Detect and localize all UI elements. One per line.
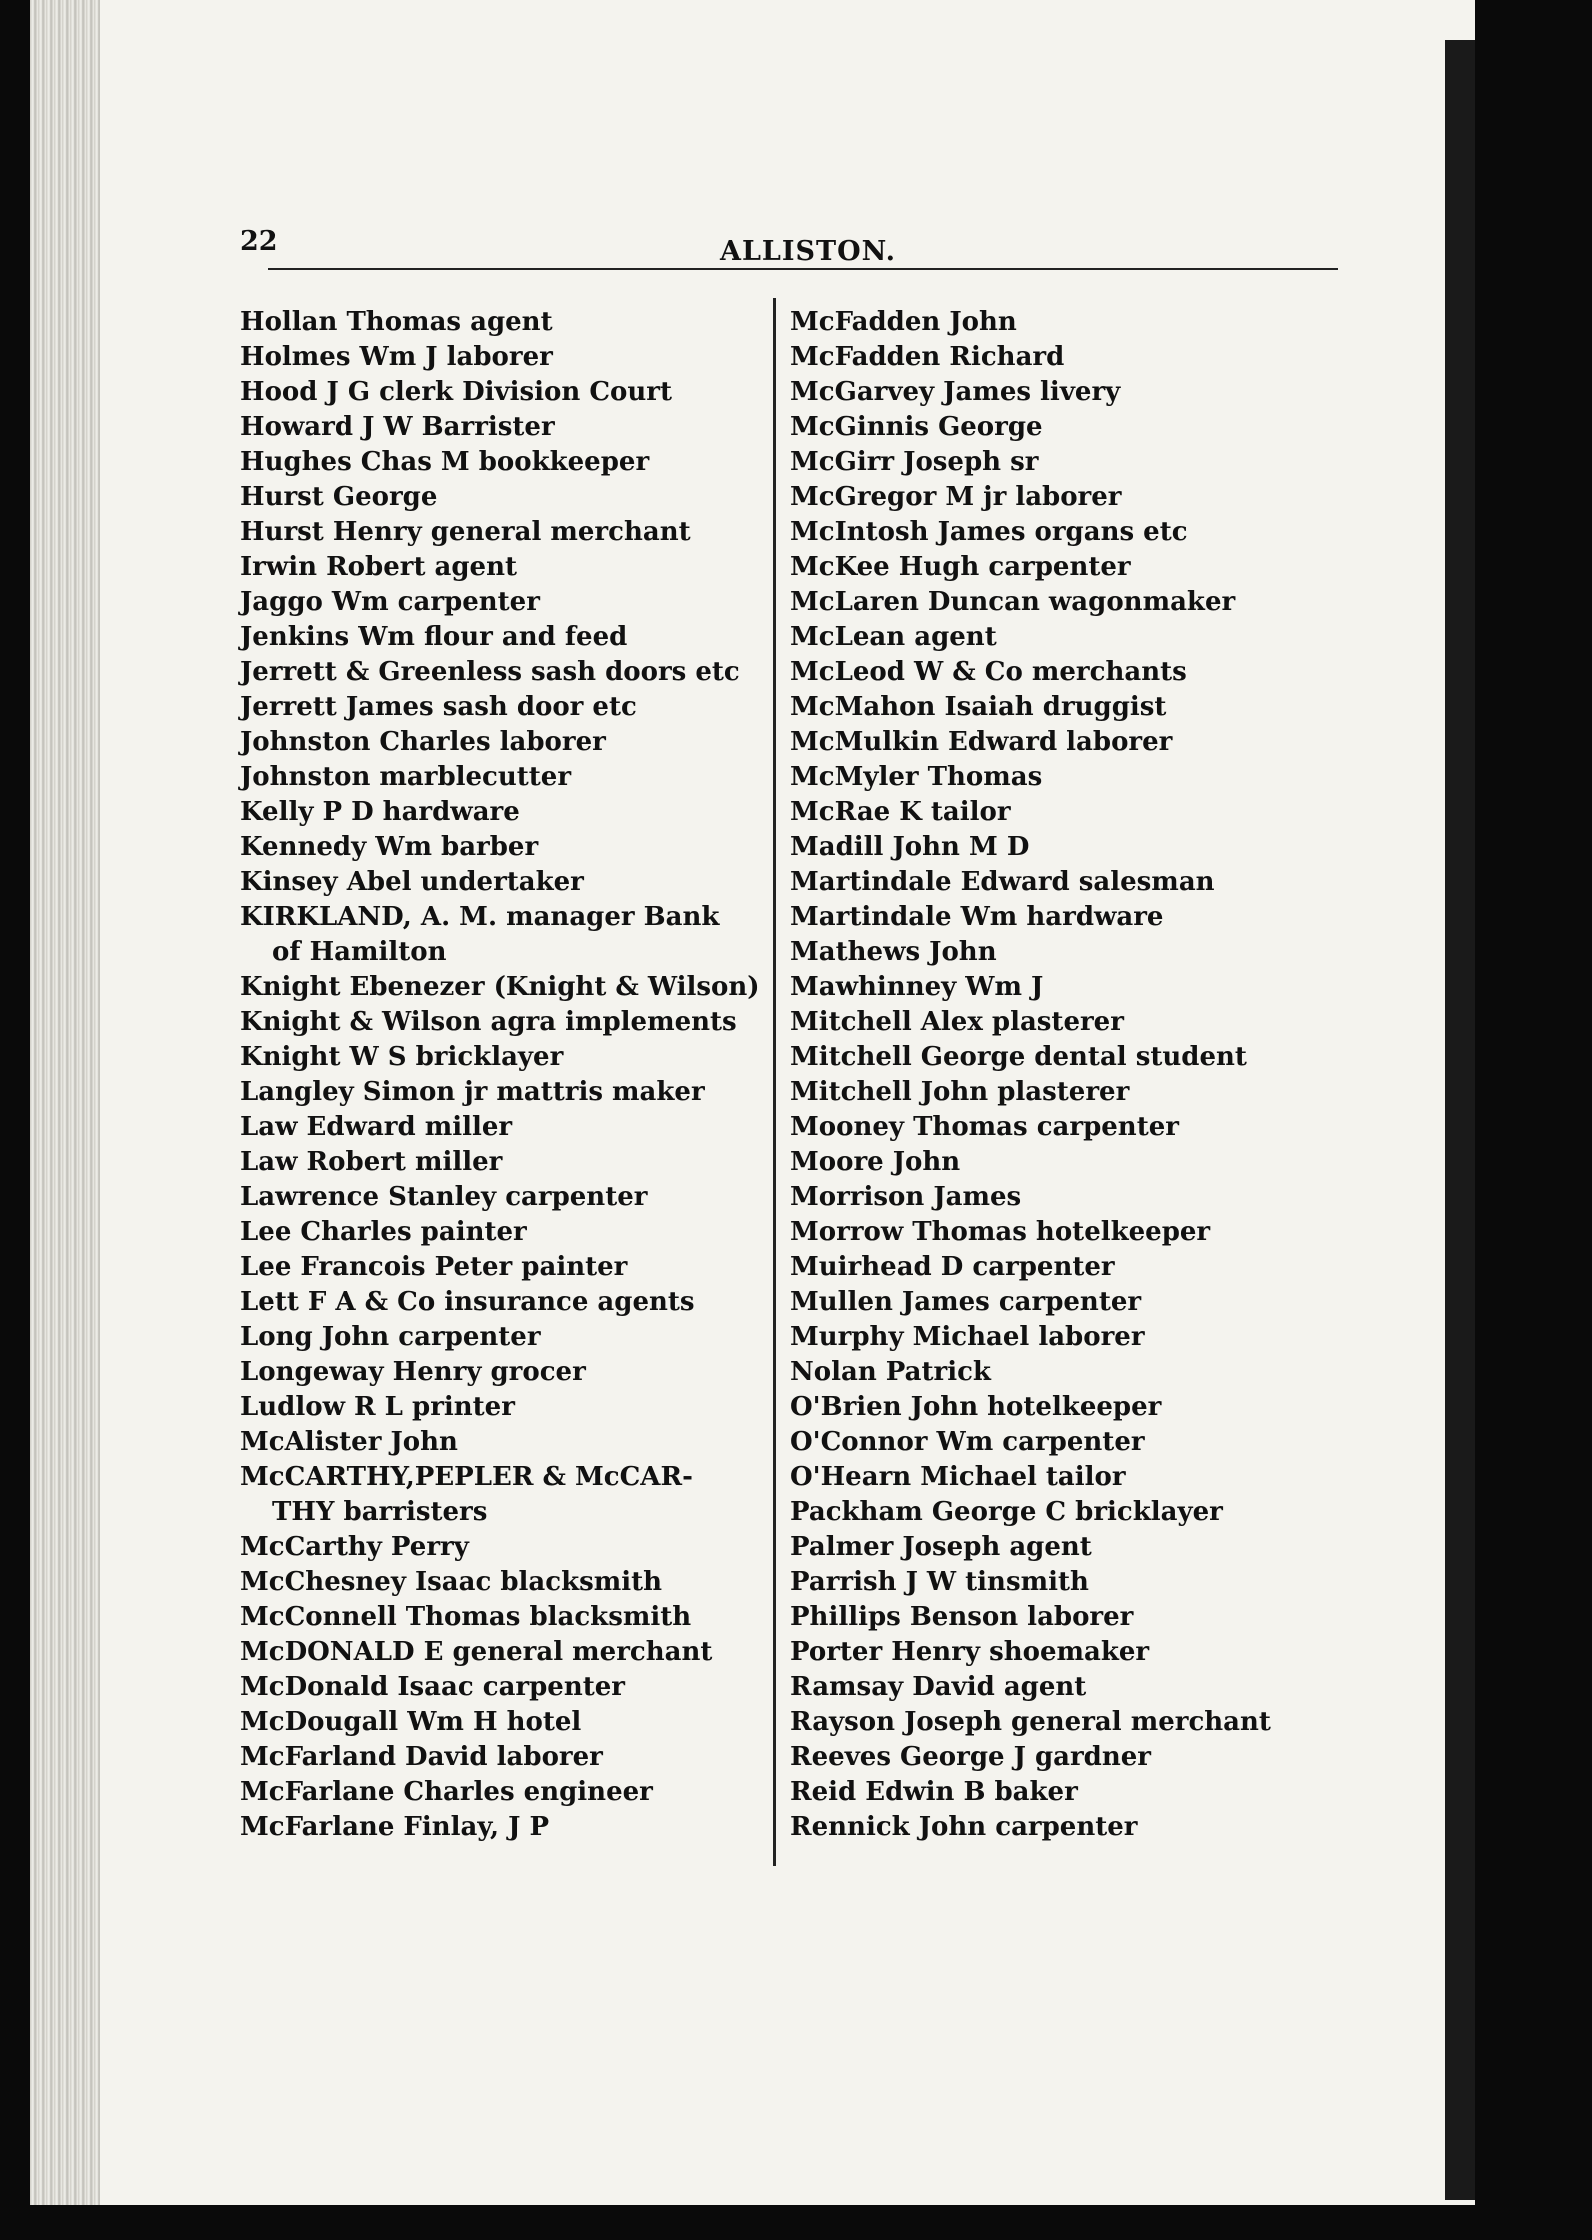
- directory-entry: Mitchell George dental student: [790, 1042, 1247, 1072]
- directory-entry: Jaggo Wm carpenter: [240, 587, 540, 617]
- directory-entry: Kennedy Wm barber: [240, 832, 539, 862]
- directory-entry: Longeway Henry grocer: [240, 1357, 586, 1387]
- directory-entry: McDougall Wm H hotel: [240, 1707, 582, 1737]
- directory-entry: McGirr Joseph sr: [790, 447, 1039, 477]
- directory-entry: Lee Charles painter: [240, 1217, 527, 1247]
- directory-entry: McConnell Thomas blacksmith: [240, 1602, 692, 1632]
- directory-entry: McAlister John: [240, 1427, 458, 1457]
- directory-entry: McIntosh James organs etc: [790, 517, 1188, 547]
- left-column: [240, 305, 760, 1845]
- directory-entry: Howard J W Barrister: [240, 412, 555, 442]
- directory-entry: Porter Henry shoemaker: [790, 1637, 1150, 1667]
- directory-entry: Nolan Patrick: [790, 1357, 991, 1387]
- directory-entry: Murphy Michael laborer: [790, 1322, 1145, 1352]
- directory-entry: McFarlane Charles engineer: [240, 1777, 653, 1807]
- directory-entry: O'Hearn Michael tailor: [790, 1462, 1126, 1492]
- directory-entry: Rennick John carpenter: [790, 1812, 1138, 1842]
- directory-entry: Hughes Chas M bookkeeper: [240, 447, 650, 477]
- directory-entry: McCarthy Perry: [240, 1532, 469, 1562]
- page-binding: [30, 0, 100, 2205]
- directory-entry: Mathews John: [790, 937, 997, 967]
- directory-entry: Mitchell John plasterer: [790, 1077, 1130, 1107]
- directory-entry: McGinnis George: [790, 412, 1043, 442]
- directory-entry: Jerrett James sash door etc: [240, 692, 637, 722]
- directory-entry: Hollan Thomas agent: [240, 307, 553, 337]
- directory-entry: Langley Simon jr mattris maker: [240, 1077, 705, 1107]
- directory-entry: McMahon Isaiah druggist: [790, 692, 1167, 722]
- column-divider: [773, 298, 776, 1866]
- directory-entry: Knight & Wilson agra implements: [240, 1007, 737, 1037]
- directory-entry: Packham George C bricklayer: [790, 1497, 1223, 1527]
- directory-entry: Morrow Thomas hotelkeeper: [790, 1217, 1211, 1247]
- directory-entry: Rayson Joseph general merchant: [790, 1707, 1271, 1737]
- directory-entry: Moore John: [790, 1147, 961, 1177]
- directory-entry: Irwin Robert agent: [240, 552, 517, 582]
- directory-entry: Parrish J W tinsmith: [790, 1567, 1089, 1597]
- directory-entry: McLaren Duncan wagonmaker: [790, 587, 1236, 617]
- directory-entry: Law Edward miller: [240, 1112, 513, 1142]
- directory-entry: McKee Hugh carpenter: [790, 552, 1131, 582]
- directory-entry: Ludlow R L printer: [240, 1392, 515, 1422]
- directory-entry: McDONALD E general merchant: [240, 1637, 713, 1667]
- directory-entry: Palmer Joseph agent: [790, 1532, 1092, 1562]
- directory-entry: Reeves George J gardner: [790, 1742, 1151, 1772]
- directory-entry: Reid Edwin B baker: [790, 1777, 1078, 1807]
- directory-entry: Hurst Henry general merchant: [240, 517, 691, 547]
- directory-entry: Martindale Edward salesman: [790, 867, 1215, 897]
- directory-entry: Ramsay David agent: [790, 1672, 1087, 1702]
- directory-entry: McFarland David laborer: [240, 1742, 603, 1772]
- directory-entry: Madill John M D: [790, 832, 1030, 862]
- directory-entry: McFadden Richard: [790, 342, 1065, 372]
- directory-entry: Morrison James: [790, 1182, 1022, 1212]
- directory-entry: Law Robert miller: [240, 1147, 503, 1177]
- directory-entry: Mawhinney Wm J: [790, 972, 1044, 1002]
- directory-entry: Knight W S bricklayer: [240, 1042, 564, 1072]
- directory-entry: Phillips Benson laborer: [790, 1602, 1134, 1632]
- directory-entry: Kinsey Abel undertaker: [240, 867, 584, 897]
- directory-entry: McRae K tailor: [790, 797, 1011, 827]
- directory-entry: McGregor M jr laborer: [790, 482, 1122, 512]
- directory-entry: McLean agent: [790, 622, 997, 652]
- directory-entry: Lawrence Stanley carpenter: [240, 1182, 648, 1212]
- directory-entry: O'Connor Wm carpenter: [790, 1427, 1145, 1457]
- directory-entry: McDonald Isaac carpenter: [240, 1672, 625, 1702]
- directory-entry: Johnston Charles laborer: [240, 727, 606, 757]
- header-rule: [268, 268, 1338, 270]
- directory-entry: Mooney Thomas carpenter: [790, 1112, 1179, 1142]
- directory-entry: Lee Francois Peter painter: [240, 1252, 628, 1282]
- directory-entry: of Hamilton: [272, 937, 447, 967]
- directory-entry: Muirhead D carpenter: [790, 1252, 1115, 1282]
- directory-entry: O'Brien John hotelkeeper: [790, 1392, 1162, 1422]
- directory-entry: Jerrett & Greenless sash doors etc: [240, 657, 740, 687]
- directory-entry: THY barristers: [272, 1497, 488, 1527]
- directory-entry: Holmes Wm J laborer: [240, 342, 553, 372]
- page-number: 22: [240, 226, 278, 257]
- directory-entry: KIRKLAND, A. M. manager Bank: [240, 902, 720, 932]
- directory-entry: McChesney Isaac blacksmith: [240, 1567, 663, 1597]
- running-head: ALLISTON.: [720, 236, 897, 267]
- directory-entry: McLeod W & Co merchants: [790, 657, 1187, 687]
- directory-entry: Mullen James carpenter: [790, 1287, 1142, 1317]
- directory-entry: McMulkin Edward laborer: [790, 727, 1173, 757]
- directory-entry: McGarvey James livery: [790, 377, 1121, 407]
- directory-entry: McFadden John: [790, 307, 1017, 337]
- directory-entry: Lett F A & Co insurance agents: [240, 1287, 695, 1317]
- directory-entry: Jenkins Wm flour and feed: [240, 622, 628, 652]
- directory-entry: McCARTHY,PEPLER & McCAR-: [240, 1462, 693, 1492]
- right-column: [790, 305, 1310, 1845]
- directory-entry: McFarlane Finlay, J P: [240, 1812, 550, 1842]
- directory-entry: Hood J G clerk Division Court: [240, 377, 672, 407]
- directory-entry: Kelly P D hardware: [240, 797, 520, 827]
- directory-entry: Mitchell Alex plasterer: [790, 1007, 1124, 1037]
- directory-entry: Johnston marblecutter: [240, 762, 572, 792]
- directory-entry: McMyler Thomas: [790, 762, 1043, 792]
- directory-entry: Hurst George: [240, 482, 438, 512]
- directory-entry: Long John carpenter: [240, 1322, 541, 1352]
- directory-entry: Martindale Wm hardware: [790, 902, 1164, 932]
- page-edge-shadow: [1445, 40, 1475, 2200]
- directory-page: [30, 0, 1475, 2205]
- directory-entry: Knight Ebenezer (Knight & Wilson): [240, 972, 760, 1002]
